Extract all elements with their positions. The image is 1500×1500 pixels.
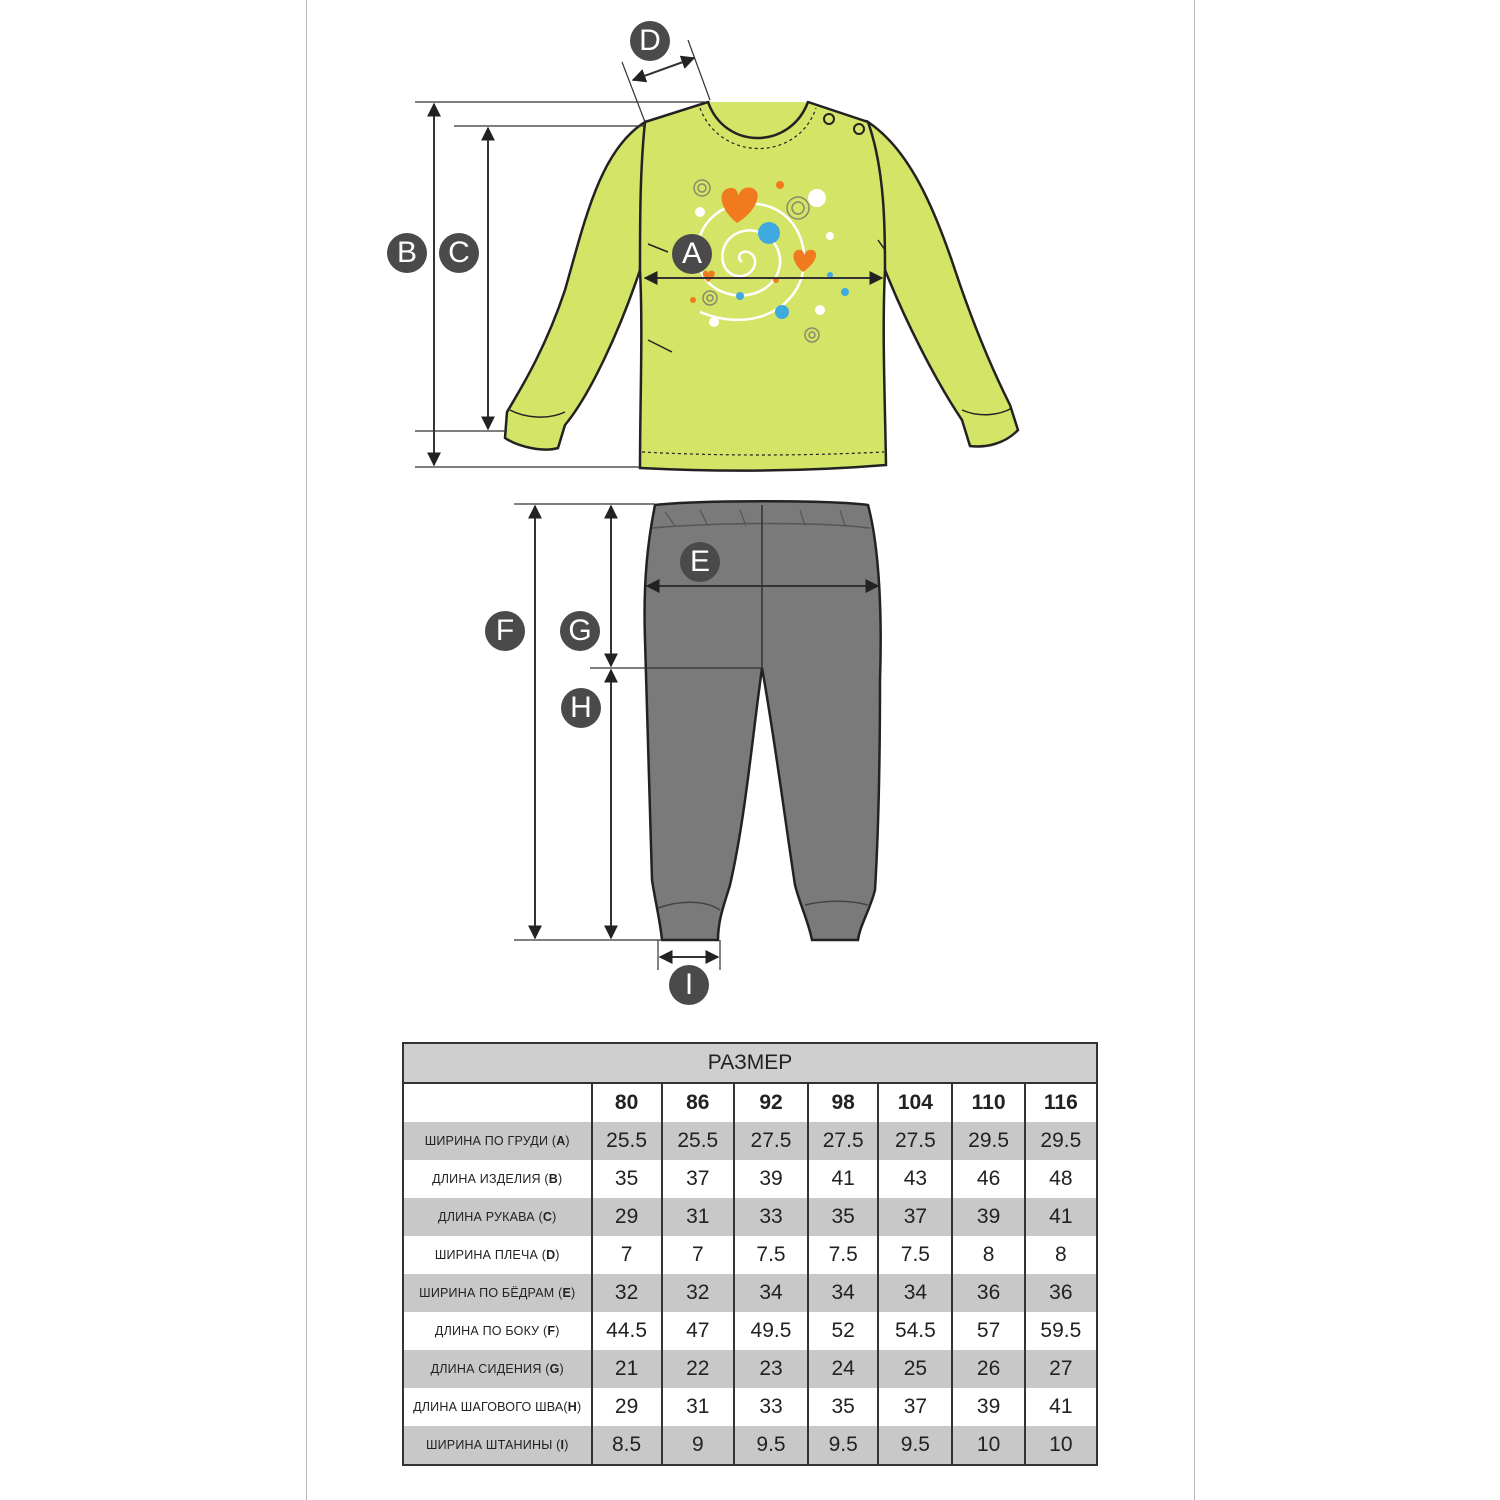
table-title: РАЗМЕР — [403, 1043, 1097, 1083]
value-cell: 35 — [808, 1198, 878, 1236]
label-e: E — [680, 542, 720, 582]
value-cell: 9.5 — [878, 1426, 952, 1465]
value-cell: 52 — [808, 1312, 878, 1350]
table-row — [403, 1350, 1097, 1388]
row-label — [403, 1236, 592, 1274]
value-cell: 29.5 — [952, 1122, 1024, 1160]
value-cell: 25.5 — [662, 1122, 734, 1160]
row-label-code: G — [549, 1362, 560, 1376]
row-label-text: ДЛИНА ПО БОКУ ( — [434, 1324, 548, 1338]
value-cell: 34 — [808, 1274, 878, 1312]
value-cell: 22 — [662, 1350, 734, 1388]
size-header: 92 — [734, 1083, 808, 1122]
value-cell: 21 — [592, 1350, 662, 1388]
value-cell: 41 — [1025, 1388, 1097, 1426]
value-cell: 35 — [592, 1160, 662, 1198]
header-empty-cell — [403, 1083, 592, 1122]
value-cell: 33 — [734, 1198, 808, 1236]
row-label-suffix: ) — [552, 1210, 557, 1224]
value-cell: 7 — [662, 1236, 734, 1274]
label-h: H — [561, 688, 601, 728]
value-cell: 37 — [662, 1160, 734, 1198]
value-cell: 9.5 — [808, 1426, 878, 1465]
row-label-suffix: ) — [559, 1362, 564, 1376]
row-label-text: ДЛИНА ИЗДЕЛИЯ ( — [432, 1172, 549, 1186]
label-b: B — [387, 233, 427, 273]
value-cell: 48 — [1025, 1160, 1097, 1198]
value-cell: 32 — [592, 1274, 662, 1312]
table-row — [403, 1426, 1097, 1465]
row-label — [403, 1160, 592, 1198]
table-row — [403, 1198, 1097, 1236]
row-label — [403, 1350, 592, 1388]
row-label-text: ДЛИНА ШАГОВОГО ШВА( — [413, 1400, 568, 1414]
row-label-suffix: ) — [565, 1134, 570, 1148]
table-row — [403, 1312, 1097, 1350]
value-cell: 7.5 — [808, 1236, 878, 1274]
value-cell: 9.5 — [734, 1426, 808, 1465]
value-cell: 41 — [1025, 1198, 1097, 1236]
value-cell: 31 — [662, 1388, 734, 1426]
value-cell: 25 — [878, 1350, 952, 1388]
measurement-rows — [403, 1122, 1097, 1465]
value-cell: 32 — [662, 1274, 734, 1312]
row-label-text: ШИРИНА ПО ГРУДИ ( — [424, 1134, 557, 1148]
label-g: G — [560, 611, 600, 651]
value-cell: 26 — [952, 1350, 1024, 1388]
value-cell: 33 — [734, 1388, 808, 1426]
label-a: A — [672, 234, 712, 274]
row-label-suffix: ) — [558, 1172, 563, 1186]
value-cell: 8.5 — [592, 1426, 662, 1465]
value-cell: 24 — [808, 1350, 878, 1388]
value-cell: 27.5 — [808, 1122, 878, 1160]
value-cell: 36 — [1025, 1274, 1097, 1312]
row-label — [403, 1388, 592, 1426]
label-f: F — [485, 611, 525, 651]
value-cell: 7 — [592, 1236, 662, 1274]
value-cell: 27.5 — [734, 1122, 808, 1160]
size-header: 98 — [808, 1083, 878, 1122]
value-cell: 39 — [952, 1198, 1024, 1236]
shirt-illustration — [505, 102, 1018, 471]
value-cell: 7.5 — [878, 1236, 952, 1274]
value-cell: 46 — [952, 1160, 1024, 1198]
value-cell: 10 — [1025, 1426, 1097, 1465]
value-cell: 35 — [808, 1388, 878, 1426]
value-cell: 57 — [952, 1312, 1024, 1350]
value-cell: 9 — [662, 1426, 734, 1465]
size-table — [402, 1042, 1098, 1466]
row-label-code: D — [546, 1248, 556, 1262]
size-header: 116 — [1025, 1083, 1097, 1122]
value-cell: 7.5 — [734, 1236, 808, 1274]
row-label-text: ШИРИНА ШТАНИНЫ ( — [425, 1438, 561, 1452]
row-label-text: ШИРИНА ПО БЁДРАМ ( — [419, 1286, 563, 1300]
value-cell: 25.5 — [592, 1122, 662, 1160]
value-cell: 37 — [878, 1388, 952, 1426]
row-label-suffix: ) — [555, 1324, 560, 1338]
table-row — [403, 1388, 1097, 1426]
row-label-text: ДЛИНА СИДЕНИЯ ( — [430, 1362, 550, 1376]
row-label — [403, 1426, 592, 1465]
row-label-text: ШИРИНА ПЛЕЧА ( — [434, 1248, 547, 1262]
value-cell: 36 — [952, 1274, 1024, 1312]
row-label-suffix: ) — [570, 1286, 576, 1300]
size-header: 110 — [952, 1083, 1024, 1122]
value-cell: 44.5 — [592, 1312, 662, 1350]
row-label-suffix: ) — [577, 1400, 582, 1414]
table-row — [403, 1274, 1097, 1312]
row-label — [403, 1274, 592, 1312]
row-label-code: H — [567, 1400, 578, 1414]
value-cell: 27 — [1025, 1350, 1097, 1388]
table-row — [403, 1160, 1097, 1198]
row-label-code: C — [542, 1210, 553, 1224]
row-label-code: A — [556, 1134, 566, 1148]
row-label-suffix: ) — [564, 1438, 569, 1452]
value-cell: 34 — [878, 1274, 952, 1312]
value-cell: 23 — [734, 1350, 808, 1388]
value-cell: 43 — [878, 1160, 952, 1198]
label-c: C — [439, 233, 479, 273]
size-header: 86 — [662, 1083, 734, 1122]
label-i: I — [669, 965, 709, 1005]
value-cell: 59.5 — [1025, 1312, 1097, 1350]
row-label — [403, 1312, 592, 1350]
row-label — [403, 1122, 592, 1160]
size-header: 104 — [878, 1083, 952, 1122]
label-d: D — [630, 21, 670, 61]
value-cell: 8 — [952, 1236, 1024, 1274]
value-cell: 31 — [662, 1198, 734, 1236]
row-label-text: ДЛИНА РУКАВА ( — [438, 1210, 543, 1224]
row-label-code: F — [547, 1324, 556, 1338]
value-cell: 49.5 — [734, 1312, 808, 1350]
value-cell: 29.5 — [1025, 1122, 1097, 1160]
size-header: 80 — [592, 1083, 662, 1122]
row-label-suffix: ) — [555, 1248, 560, 1262]
value-cell: 29 — [592, 1198, 662, 1236]
value-cell: 39 — [734, 1160, 808, 1198]
value-cell: 29 — [592, 1388, 662, 1426]
row-label — [403, 1198, 592, 1236]
value-cell: 47 — [662, 1312, 734, 1350]
value-cell: 39 — [952, 1388, 1024, 1426]
value-cell: 37 — [878, 1198, 952, 1236]
row-label-code: E — [562, 1286, 571, 1300]
row-label-code: I — [560, 1438, 565, 1452]
table-row — [403, 1236, 1097, 1274]
size-header-row — [403, 1083, 1097, 1122]
value-cell: 27.5 — [878, 1122, 952, 1160]
table-row — [403, 1122, 1097, 1160]
value-cell: 41 — [808, 1160, 878, 1198]
value-cell: 8 — [1025, 1236, 1097, 1274]
value-cell: 10 — [952, 1426, 1024, 1465]
row-label-code: B — [548, 1172, 559, 1186]
value-cell: 54.5 — [878, 1312, 952, 1350]
value-cell: 34 — [734, 1274, 808, 1312]
